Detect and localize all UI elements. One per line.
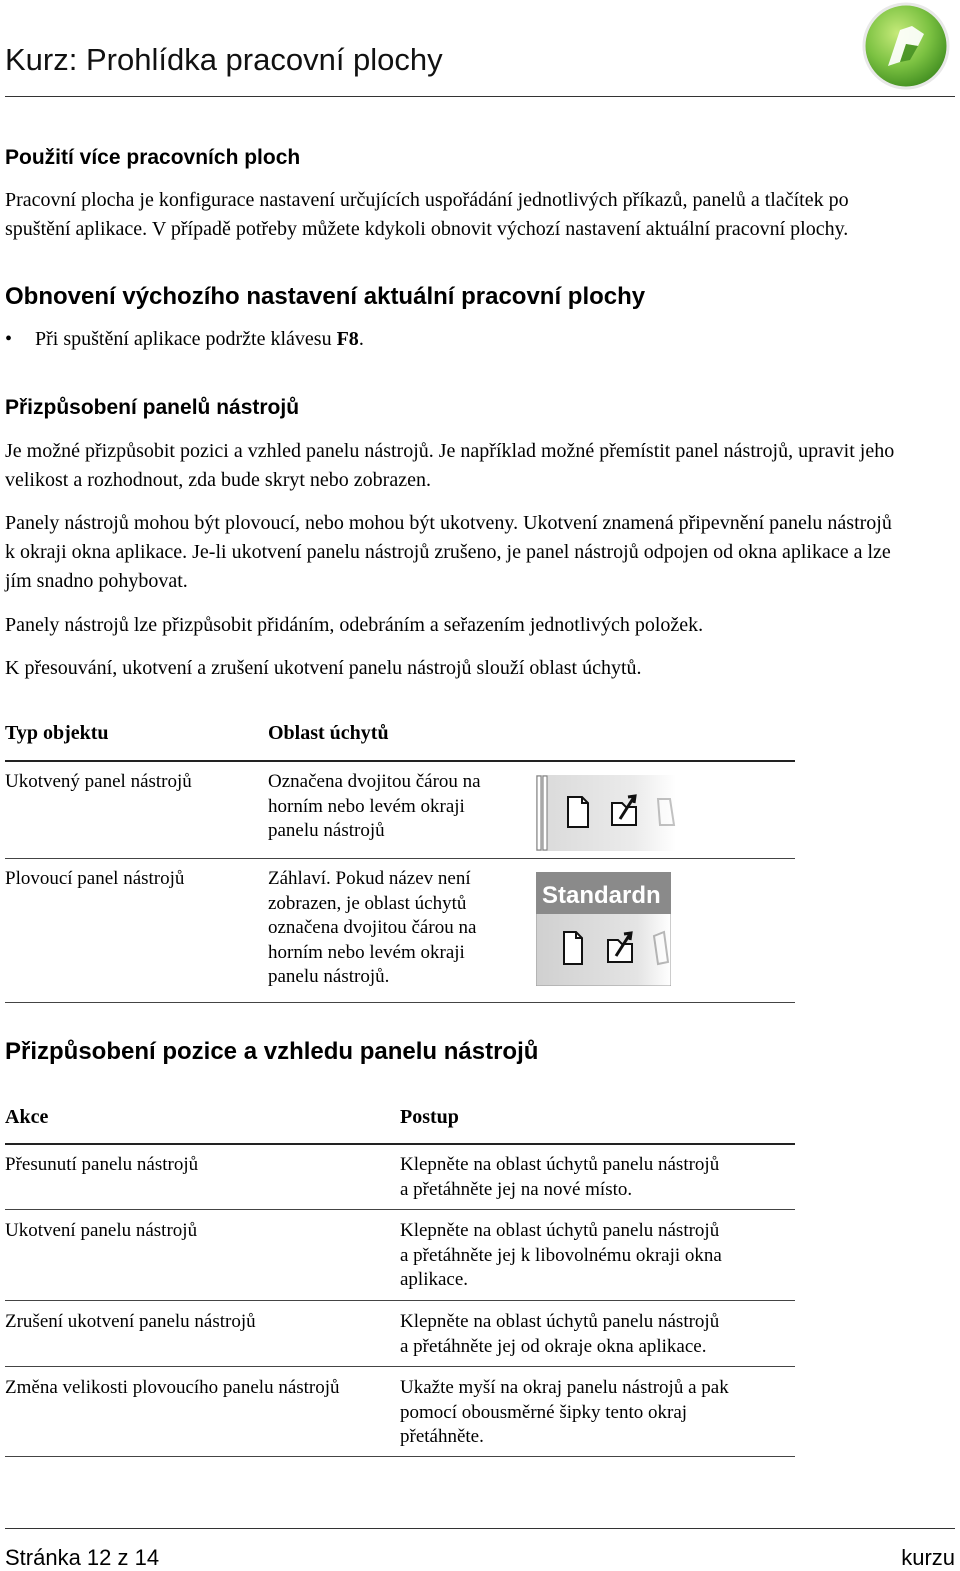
paragraph-grab-area: K přesouvání, ukotvení a zrušení ukotvení panelu nástrojů slouží oblast úchytů. xyxy=(5,657,642,679)
cell-line: Klepněte na oblast úchytů panelu nástrojů xyxy=(400,1154,720,1175)
cell-line: horním nebo levém okraji xyxy=(268,941,465,963)
footer-label: kurzu xyxy=(901,1545,955,1570)
paragraph-line: Panely nástrojů mohou být plovoucí, nebo mohou být ukotveny. Ukotvení znamená připevnění panelu nástrojů xyxy=(5,512,892,534)
floating-toolbar-title: Standardn xyxy=(542,882,661,909)
cell-line: aplikace. xyxy=(400,1269,469,1290)
new-document-icon xyxy=(568,797,588,827)
section-heading-workspaces: Použití více pracovních ploch xyxy=(5,146,301,169)
cell-line: Ukažte myší na okraj panelu nástrojů a pak xyxy=(400,1377,729,1398)
new-document-icon xyxy=(564,932,582,964)
table-header-action: Akce xyxy=(5,1106,49,1128)
paragraph-line: Je možné přizpůsobit pozici a vzhled panelu nástrojů. Je například možné přemístit panel nástrojů, upravit jeho xyxy=(5,440,895,462)
paragraph-line: velikost a rozhodnout, zda bude skryt nebo zobrazen. xyxy=(5,469,431,491)
table-cell-type: Plovoucí panel nástrojů xyxy=(5,868,185,889)
table-cell-action: Zrušení ukotvení panelu nástrojů xyxy=(5,1311,256,1332)
paragraph-line: spuštění aplikace. V případě potřeby můžete kdykoli obnovit výchozí nastavení aktuální pracovní plochy. xyxy=(5,218,849,240)
table-header-divider xyxy=(5,1143,795,1145)
cell-line: zobrazen, je oblast úchytů xyxy=(268,892,467,914)
cell-line: pomocí obousměrné šipky tento okraj xyxy=(400,1401,688,1423)
actions-table xyxy=(5,1106,795,1458)
table-cell-action: Přesunutí panelu nástrojů xyxy=(5,1154,199,1175)
table-bottom-divider xyxy=(5,1456,795,1457)
paragraph-line: jím snadno pohybovat. xyxy=(5,570,188,592)
cell-line: horním nebo levém okraji xyxy=(268,795,465,817)
grab-area-table xyxy=(5,722,795,1004)
table-cell-action: Změna velikosti plovoucího panelu nástrojů xyxy=(5,1377,340,1398)
section-heading-customize-toolbars: Přizpůsobení panelů nástrojů xyxy=(5,396,300,419)
cell-line: Označena dvojitou čárou na xyxy=(268,771,481,792)
page-number: Stránka 12 z 14 xyxy=(5,1545,160,1570)
cell-line: Záhlaví. Pokud název není xyxy=(268,868,471,889)
cell-line: a přetáhněte jej od okraje okna aplikace. xyxy=(400,1335,707,1357)
paragraph-customize xyxy=(5,437,955,495)
paragraph-add-remove: Panely nástrojů lze přizpůsobit přidáním, odebráním a seřazením jednotlivých položek. xyxy=(5,614,704,636)
paragraph-line: Pracovní plocha je konfigurace nastavení určujících uspořádání jednotlivých příkazů, panelů a tlačítek po xyxy=(5,189,849,211)
table-header-grab-area: Oblast úchytů xyxy=(268,722,389,744)
page-title: Kurz: Prohlídka pracovní plochy xyxy=(5,42,443,77)
bullet-end: . xyxy=(358,328,364,350)
table-bottom-divider xyxy=(5,1002,795,1003)
cell-line: a přetáhněte jej k libovolnému okraji okna xyxy=(400,1244,722,1266)
coreldraw-logo-icon xyxy=(860,0,952,92)
table-cell-type: Ukotvený panel nástrojů xyxy=(5,771,192,792)
table-header-procedure: Postup xyxy=(400,1106,459,1128)
paragraph-line: k okraji okna aplikace. Je-li ukotvení panelu nástrojů zrušeno, je panel nástrojů odpojen od okna aplikace a lze xyxy=(5,541,891,563)
table-header-divider xyxy=(5,760,795,762)
cell-line: označena dvojitou čárou na xyxy=(268,917,477,938)
cell-line: Klepněte na oblast úchytů panelu nástrojů xyxy=(400,1220,720,1241)
cell-line: Klepněte na oblast úchytů panelu nástrojů xyxy=(400,1311,720,1332)
table-row-divider xyxy=(5,1300,795,1301)
cell-line: panelu nástrojů. xyxy=(268,966,390,987)
header-divider xyxy=(5,96,955,97)
paragraph-floating-docked xyxy=(5,509,955,596)
paragraph-workspaces xyxy=(5,186,955,244)
cell-line: a přetáhněte jej na nové místo. xyxy=(400,1178,633,1200)
bullet-marker: • xyxy=(5,328,13,350)
table-header-object-type: Typ objektu xyxy=(5,722,109,744)
cell-line: panelu nástrojů xyxy=(268,820,385,841)
table-cell-procedure xyxy=(400,1376,729,1450)
bullet-text: Při spuštění aplikace podržte klávesu xyxy=(35,328,337,350)
faded-icon xyxy=(658,799,674,825)
docked-toolbar-image xyxy=(536,775,676,851)
table-row-divider xyxy=(5,858,795,859)
floating-toolbar-image xyxy=(536,872,671,986)
table-cell-action: Ukotvení panelu nástrojů xyxy=(5,1220,198,1241)
table-cell-procedure xyxy=(400,1219,722,1293)
key-f8: F8 xyxy=(336,328,359,350)
table-cell-grab-desc xyxy=(268,770,481,844)
table-row-divider xyxy=(5,1209,795,1210)
cell-line: přetáhněte. xyxy=(400,1426,484,1447)
footer-divider xyxy=(5,1528,955,1529)
section-heading-position-appearance: Přizpůsobení pozice a vzhledu panelu nástrojů xyxy=(5,1038,539,1065)
table-cell-procedure xyxy=(400,1310,719,1359)
table-row-divider xyxy=(5,1366,795,1367)
table-cell-procedure xyxy=(400,1153,719,1202)
section-heading-restore: Obnovení výchozího nastavení aktuální pracovní plochy xyxy=(5,283,646,310)
bullet-item xyxy=(5,328,364,351)
table-cell-grab-desc xyxy=(268,867,476,990)
